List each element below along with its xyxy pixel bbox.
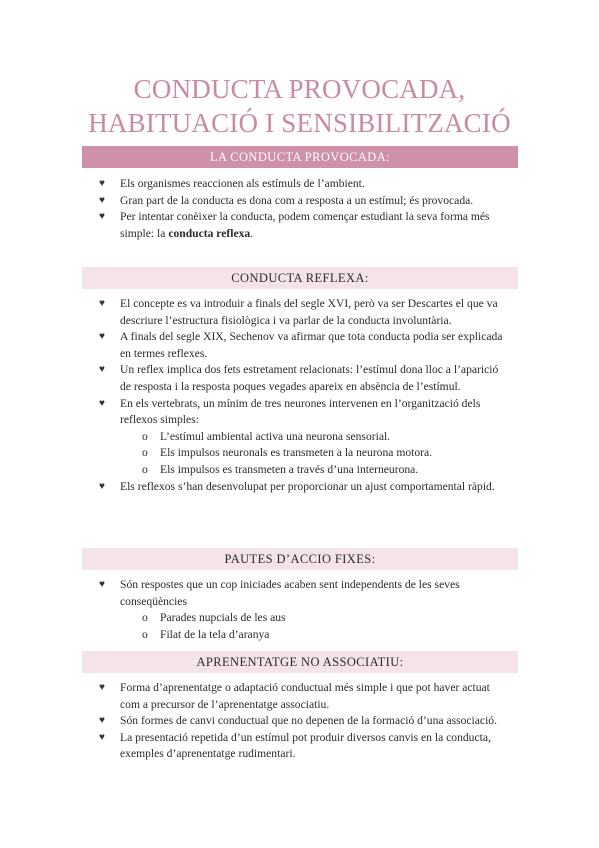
sub-list (144, 429, 512, 479)
heart-bullet-icon: ♥ (99, 298, 105, 309)
bold-term: conducta reflexa (168, 226, 251, 240)
section-heading-pautes-accio-fixes: PAUTES D’ACCIO FIXES: (82, 548, 518, 570)
heart-bullet-icon: ♥ (99, 480, 105, 492)
section-list-conducta-reflexa (0, 296, 599, 495)
list-item: ♥ En els vertebrats, un mínim de tres neurones intervenen en l’organització dels reflexos simples: o L’estímul ambiental activa una neurona sensorial. o Els impulsos neuronals es transmeten a la neurona motora. o Els impulsos es transmeten a través d’una interneurona. (0, 396, 512, 479)
list-item: ♥ Forma d’aprenentatge o adaptació conductual més simple i que pot haver actuat com a precursor de l’aprenentatge associatiu. (99, 681, 490, 711)
section-list-pautes-accio-fixes (0, 577, 599, 643)
list-item: ♥ Els reflexos s’han desenvolupat per proporcionar un ajust comportamental ràpid. (0, 479, 512, 496)
heart-bullet-icon: ♥ (99, 331, 105, 343)
list-item: ♥ La presentació repetida d’un estímul pot produir diversos canvis en la conducta, exemples d’aprenentatge rudimentari. (99, 730, 491, 761)
page-title (0, 72, 599, 140)
heart-bullet-icon: ♥ (99, 579, 105, 590)
title-line-2: HABITUACIÓ I SENSIBILITZACIÓ (88, 108, 511, 138)
sub-list-item: o Els impulsos neuronals es transmeten a la neurona motora. (144, 445, 512, 462)
heart-bullet-icon: ♥ (99, 364, 105, 376)
list-item: ♥ Un reflex implica dos fets estretament relacionats: l’estímul dona lloc a l’aparició de resposta i la resposta poques vegades apareix en absència de l’estímul. (99, 363, 499, 393)
circle-bullet-icon: o (142, 446, 148, 460)
heart-bullet-icon: ♥ (99, 178, 105, 189)
list-item: ♥ Gran part de la conducta es dona com a resposta a un estímul; és provocada. (0, 193, 512, 210)
heart-bullet-icon: ♥ (99, 731, 105, 743)
circle-bullet-icon: o (142, 462, 148, 476)
heart-bullet-icon: ♥ (99, 715, 105, 727)
sub-list-item: o Filat de la tela d’aranya (144, 627, 512, 644)
section-heading-conducta-reflexa: CONDUCTA REFLEXA: (82, 267, 518, 289)
sub-list-item: o Els impulsos es transmeten a través d’una interneurona. (144, 462, 512, 479)
sub-list-item: o L’estímul ambiental activa una neurona sensorial. (144, 429, 512, 446)
heart-bullet-icon: ♥ (99, 211, 105, 223)
circle-bullet-icon: o (142, 429, 148, 443)
list-item: ♥ Els organismes reaccionen als estímuls de l’ambient. (0, 176, 512, 193)
heart-bullet-icon: ♥ (99, 397, 105, 409)
sub-list-item: o Parades nupcials de les aus (144, 610, 512, 627)
title-line-1: CONDUCTA PROVOCADA, (133, 74, 466, 104)
circle-bullet-icon: o (142, 627, 148, 641)
section-heading-aprenentatge-no-associatiu: APRENENTATGE NO ASSOCIATIU: (82, 651, 518, 673)
list-item: ♥ Són formes de canvi conductual que no depenen de la formació d’una associació. (0, 713, 512, 730)
sub-list (144, 610, 512, 643)
list-item: ♥ El concepte es va introduir a finals del segle XVI, però va ser Descartes el que va descriure l’estructura fisiològica i va parlar de la conducta involuntària. (99, 297, 498, 327)
heart-bullet-icon: ♥ (99, 682, 105, 693)
section-list-conducta-provocada (0, 176, 599, 242)
list-item: ♥ A finals del segle XIX, Sechenov va afirmar que tota conducta podia ser explicada en termes reflexes. (99, 330, 503, 360)
section-heading-conducta-provocada: LA CONDUCTA PROVOCADA: (82, 146, 518, 168)
section-list-aprenentatge-no-associatiu (0, 680, 599, 763)
list-item: ♥ Són respostes que un cop iniciades acaben sent independents de les seves conseqüències o Parades nupcials de les aus o Filat de la tela d’aranya (0, 577, 512, 643)
circle-bullet-icon: o (142, 611, 148, 625)
list-item: ♥ Per intentar conèixer la conducta, podem començar estudiant la seva forma més simple: la conducta reflexa. (99, 210, 490, 240)
heart-bullet-icon: ♥ (99, 194, 105, 206)
